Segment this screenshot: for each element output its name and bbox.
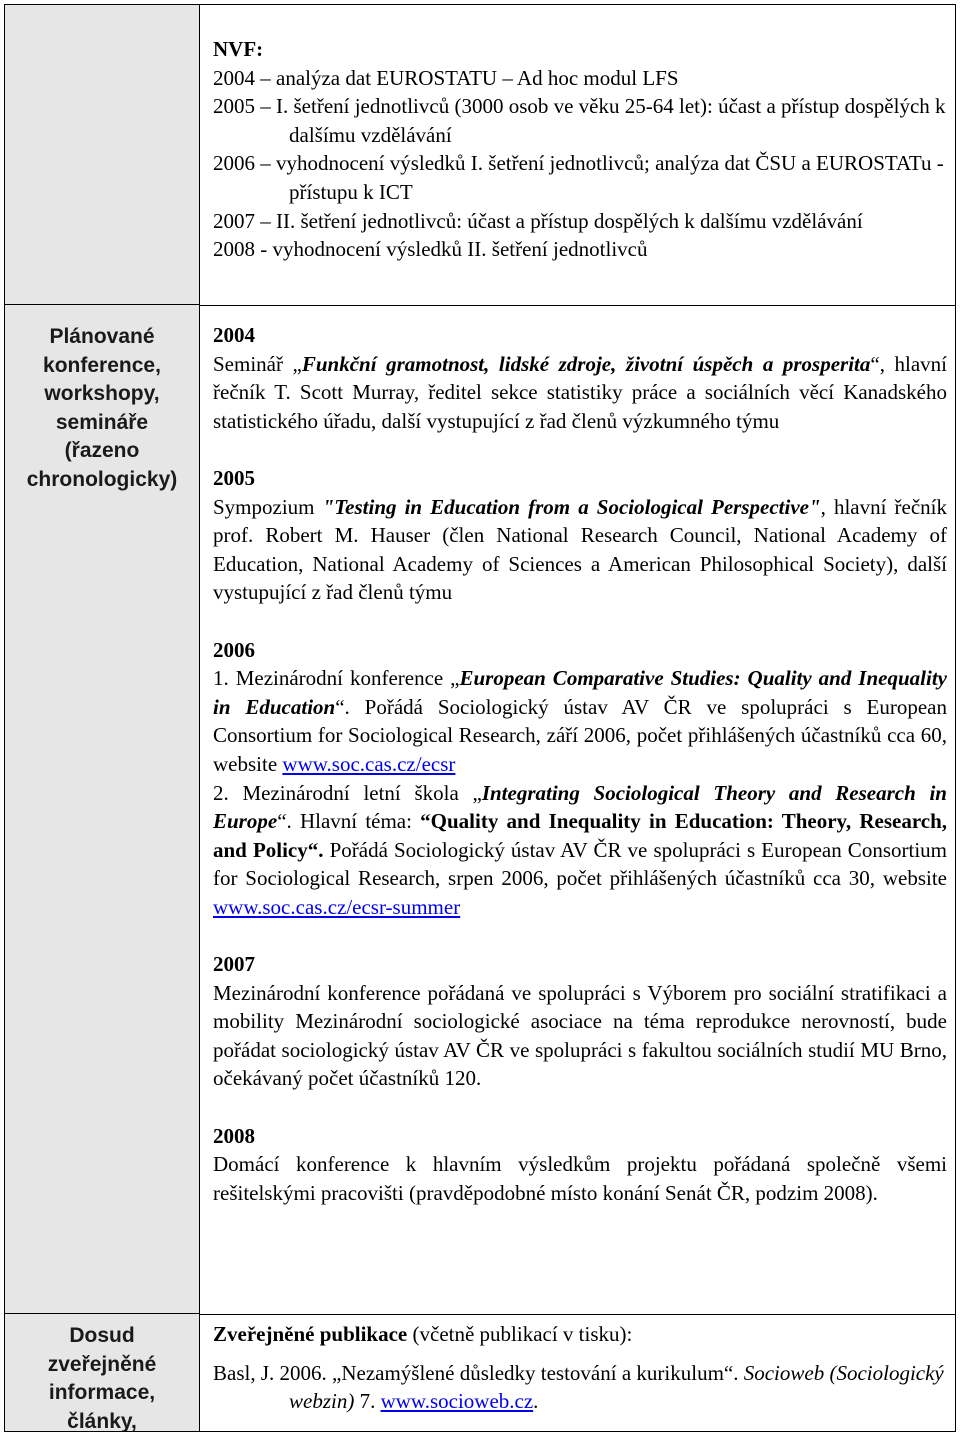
left-cell-conferences [5,305,199,1314]
publications-section [213,1320,947,1416]
row-divider [200,1314,955,1315]
publications-label: Dosud zveřejněné informace, články, [47,1324,157,1432]
nvf-section [213,35,947,264]
nvf-item: 2006 – vyhodnocení výsledků I. šetření jednotlivců; analýza dat ČSU a EUROSTATu - přístupu k ICT [213,151,944,204]
nvf-item: 2008 - vyhodnocení výsledků II. šetření jednotlivců [213,237,648,262]
event-2008: Domácí konference k hlavním výsledkům projektu pořádaná společně všemi rešitelskými pracovišti (pravděpodobné místo konání Senát ČR, podzim 2008). [213,1152,947,1205]
document-table [4,4,956,1432]
year-heading: 2008 [213,1123,255,1148]
nvf-item: 2005 – I. šetření jednotlivců (3000 osob ve věku 25-64 let): účast a přístup dospělých k dalšímu vzdělávání [213,94,946,147]
ecsr-summer-link[interactable]: www.soc.cas.cz/ecsr-summer [213,894,461,919]
left-column [5,5,200,1431]
event-theme: “Quality and Inequality in Education: Theory, Research, and Policy“. [213,809,948,862]
event-2006-conference: 1. Mezinárodní konference „European Comparative Studies: Quality and Inequality in Education“. Pořádá Sociologický ústav AV ČR ve spolupráci s European Consortium for Sociological Research, září 2006, počet přihlášených účastníků cca 60, website www.soc.cas.cz/ecsr [213,666,947,776]
conferences-section [213,321,947,1207]
socioweb-link[interactable]: www.socioweb.cz [380,1389,534,1414]
event-2005: Sympozium "Testing in Education from a Sociological Perspective", hlavní řečník prof. Robert M. Hauser (člen National Research Council, National Academy of Education, National Academy of Sciences a American Philosophical Society), další vystupující z řad členů týmu [213,494,947,605]
event-title: Funkční gramotnost, lidské zdroje, životní úspěch a prosperita [301,351,871,376]
publication-item: Basl, J. 2006. „Nezamýšlené důsledky testování a kurikulum“. Socioweb (Sociologický webzin) 7. www.socioweb.cz. [213,1360,944,1414]
year-heading: 2004 [213,323,255,347]
event-title: Integrating Sociological Theory and Research in Europe [213,780,947,834]
year-heading: 2007 [213,952,255,977]
year-heading: 2005 [213,465,255,490]
publications-heading: Zveřejněné publikace (včetně publikací v tisku): [213,1322,633,1346]
nvf-heading: NVF: [213,37,264,61]
event-title: European Comparative Studies: Quality and Inequality in Education [213,666,947,719]
nvf-item: 2004 – analýza dat EUROSTATU – Ad hoc modul LFS [213,65,679,90]
year-heading: 2006 [213,637,255,662]
event-2006-summer-school: 2. Mezinárodní letní škola „Integrating Sociological Theory and Research in Europe“. Hlavní téma: “Quality and Inequality in Education: Theory, Research, and Policy“. Pořádá Sociologický ústav AV ČR ve spolupráci s European Consortium for Sociological Research, srpen 2006, počet přihlášených účastníků cca 30, website www.soc.cas.cz/ecsr-summer [213,780,948,919]
event-2004: Seminář „Funkční gramotnost, lidské zdroje, životní úspěch a prosperita“, hlavní řečník T. Scott Murray, ředitel sekce statistiky práce a sociálních věcí Kanadského statistického úřadu, další vystupující z řad členů výzkumného týmu [213,351,948,433]
nvf-item: 2007 – II. šetření jednotlivců: účast a přístup dospělých k dalšímu vzdělávání [213,208,863,233]
row-divider [200,305,955,306]
ecsr-link[interactable]: www.soc.cas.cz/ecsr [282,751,456,776]
event-title: "Testing in Education from a Sociological Perspective" [322,494,821,519]
journal-name: Socioweb (Sociologický webzin) [289,1360,944,1414]
left-cell-publications [5,1314,199,1432]
conferences-label: Plánované konference, workshopy, semináře (řazeno chronologicky) [26,325,178,491]
event-2007: Mezinárodní konference pořádaná ve spolupráci s Výborem pro sociální stratifikaci a mobility Mezinárodní sociologické asociace na téma reprodukce nerovností, bude pořádat sociologický ústav AV ČR ve spolupráci s fakultou sociálních studií MU Brno, očekávaný počet účastníků 120. [213,980,947,1091]
left-cell-nvf [5,5,199,305]
